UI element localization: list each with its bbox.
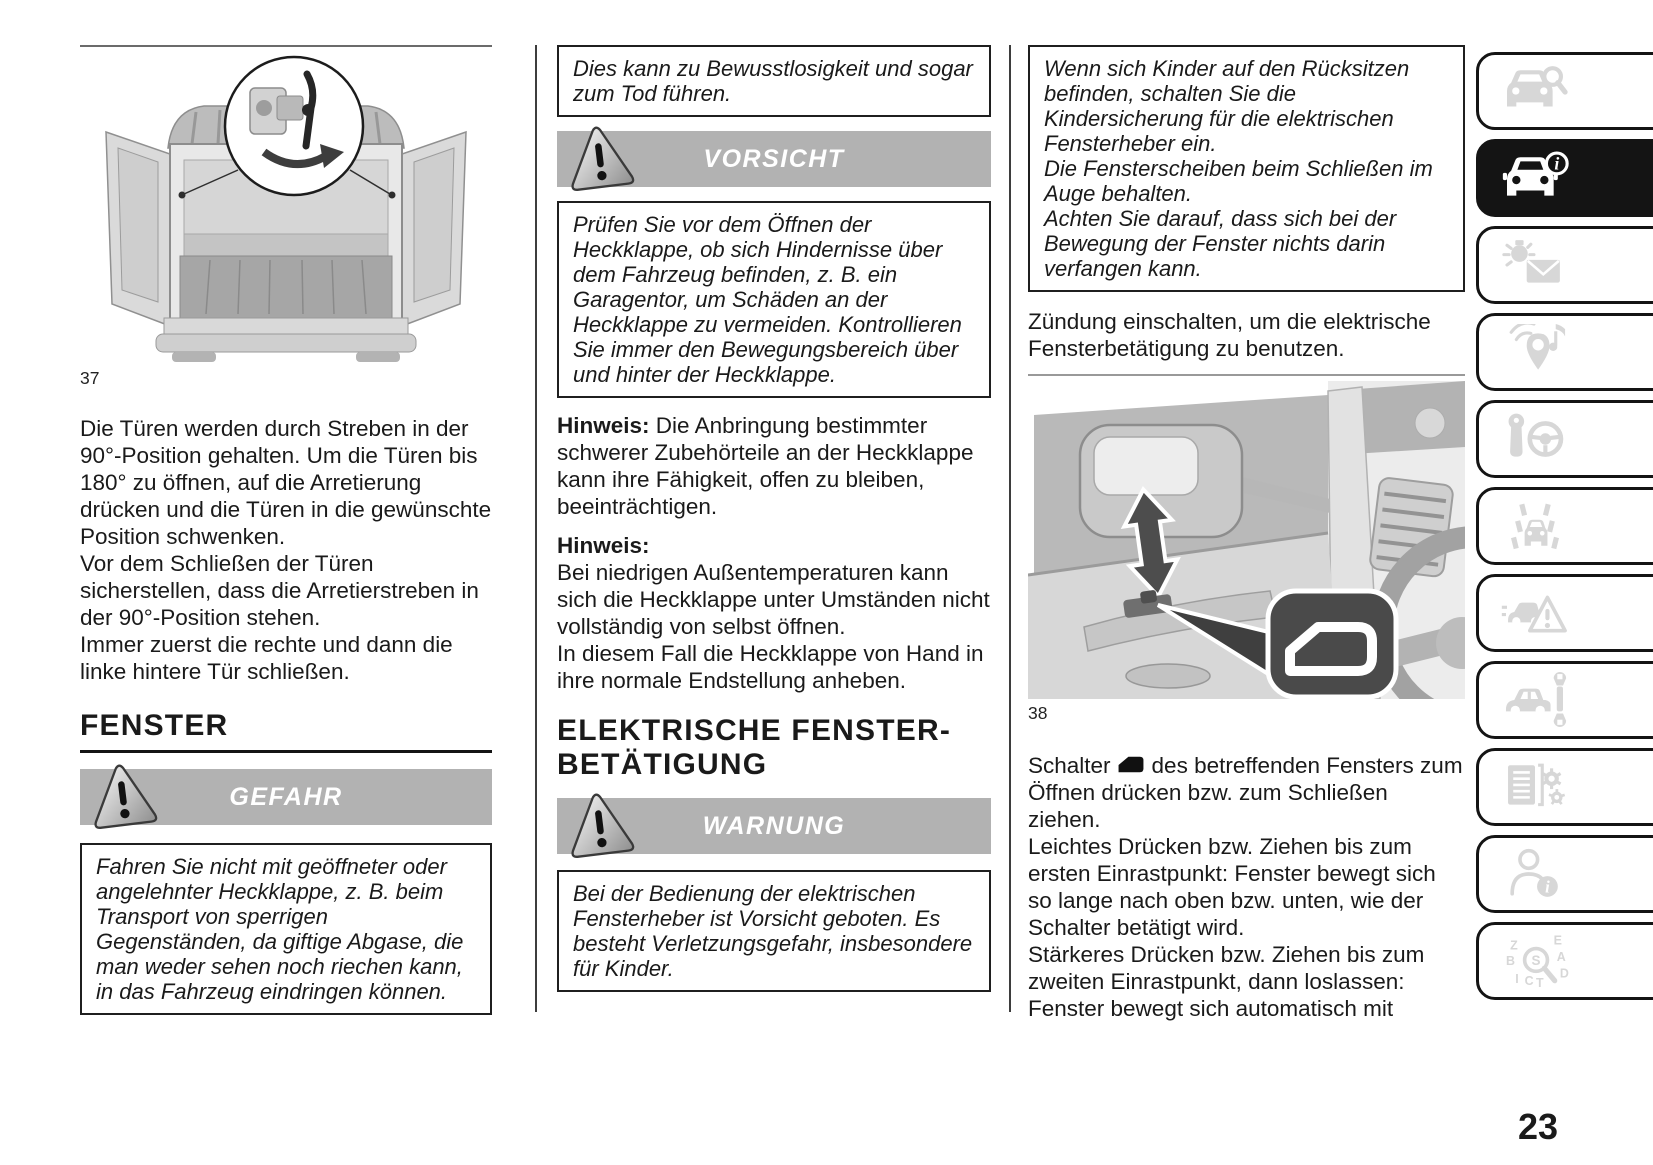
rear-doors-illustration (80, 52, 492, 364)
index-search-icon (1501, 933, 1569, 989)
window-switch-icon (1117, 755, 1145, 774)
column-right (1028, 45, 1465, 1022)
caution-text-box: Prüfen Sie vor dem Öffnen der Heckklappe, ob sich Hindernisse über dem Fahrzeug befinden, z. B. ein Garagentor, um Schäden an der Heckklappe zu vermeiden. Kontrollieren Sie immer den Bewegungsbereich über und hinter der Heckklappe. (557, 201, 991, 398)
sidebar-tab-warning-lights[interactable] (1476, 226, 1653, 304)
warning-text-box: Bei der Bedienung der elektrischen Fensterheber ist Vorsicht geboten. Es besteht Verletzungsgefahr, insbesondere für Kinder. (557, 870, 991, 992)
svg-text:i: i (1554, 153, 1560, 174)
lights-message-icon (1501, 237, 1569, 293)
warning-label: WARNUNG (702, 811, 846, 840)
column-left (80, 45, 492, 1015)
sidebar-tab-driver-assistance[interactable] (1476, 487, 1653, 565)
child-safety-box: Wenn sich Kinder auf den Rücksitzen befinden, schalten Sie die Kindersicherung für die elektrischen Fensterheber ein. Die Fensterscheiben beim Schließen im Auge behalten. Achten Sie darauf, dass sich bei der Bewegung der Fenster nichts darin verfangen kann. (1028, 45, 1465, 292)
doors-paragraph: Die Türen werden durch Streben in der 90°-Position gehalten. Um die Türen bis 180° zu öffnen, auf die Arretierung drücken und die Türen in die gewünschte Position schwenken. Vor dem Schließen der Türen sicherstellen, dass die Arretierstreben in der 90°-Position stehen. Immer zuerst die rechte und dann die linke hintere Tür schließen. (80, 416, 492, 684)
figure-38 (1028, 374, 1465, 724)
warning-triangle-icon (561, 789, 639, 863)
column-divider-right (1009, 45, 1011, 1012)
column-middle (557, 45, 991, 992)
danger-text-box: Fahren Sie nicht mit geöffneter oder angelehnter Heckklappe, z. B. beim Transport von sperrigen Gegenständen, da giftige Abgase, die man weder sehen noch riechen kann, in das Fahrzeug eindringen können. (80, 843, 492, 1015)
breakdown-warning-icon (1501, 585, 1569, 641)
sidebar-tab-vehicle-info[interactable] (1476, 139, 1653, 217)
note-1 (557, 412, 991, 520)
sidebar-tab-service-maintenance[interactable] (1476, 661, 1653, 739)
sidebar-tab-customer-info[interactable] (1476, 835, 1653, 913)
figure-37-label: 37 (80, 368, 100, 388)
svg-text:E: E (1553, 933, 1562, 948)
sidebar-tab-starting-driving[interactable] (1476, 400, 1653, 478)
note-1-text: Die Anbringung bestimmter schwerer Zubehörteile an der Heckklappe kann ihre Fähigkeit, offen zu bleiben, beeinträchtigen. (557, 413, 974, 519)
window-switch-illustration (1028, 381, 1465, 699)
caution-banner (557, 131, 991, 187)
car-service-icon (1501, 672, 1569, 728)
chapter-tab-sidebar (1476, 52, 1653, 1009)
switch-paragraph-prefix: Schalter (1028, 753, 1111, 778)
sidebar-tab-multimedia-navigation[interactable] (1476, 313, 1653, 391)
column-divider-left (535, 45, 537, 1012)
sidebar-tab-technical-data[interactable] (1476, 748, 1653, 826)
customer-info-icon (1501, 846, 1569, 902)
caution-label: VORSICHT (703, 144, 845, 173)
page-number: 23 (1518, 1106, 1559, 1147)
svg-text:C: C (1524, 973, 1534, 988)
warning-triangle-icon (84, 760, 162, 834)
sidebar-tab-index[interactable] (1476, 922, 1653, 1000)
danger-banner (80, 769, 492, 825)
switch-paragraph (1028, 752, 1465, 1022)
sidebar-tab-emergency[interactable] (1476, 574, 1653, 652)
media-navigation-icon (1501, 324, 1569, 380)
key-steering-icon (1501, 411, 1569, 467)
svg-text:S: S (1531, 953, 1541, 969)
svg-text:i: i (1545, 877, 1550, 897)
warning-triangle-icon (561, 122, 639, 196)
svg-text:I: I (1515, 971, 1519, 986)
note-2 (557, 532, 991, 694)
note-2-label: Hinweis: (557, 533, 650, 558)
svg-text:B: B (1505, 954, 1515, 969)
figure-38-label: 38 (1028, 703, 1048, 723)
caution-intro-box: Dies kann zu Bewusstlosigkeit und sogar zum Tod führen. (557, 45, 991, 117)
technical-data-icon (1501, 759, 1569, 815)
note-2-text: Bei niedrigen Außentemperaturen kann sich die Heckklappe unter Umständen nicht vollständig von selbst öffnen. In diesem Fall die Heckklappe von Hand in ihre normale Endstellung anheben. (557, 560, 990, 693)
car-search-icon (1501, 63, 1569, 119)
svg-text:D: D (1559, 966, 1569, 981)
switch-paragraph-suffix: des betreffenden Fensters zum Öffnen drücken bzw. zum Schließen ziehen. Leichtes Drücken bzw. Ziehen bis zum ersten Einrastpunkt: Fenster bewegt sich so lange nach oben bzw. unten, wie der Schalter betätigt wird. Stärkeres Drücken bzw. Ziehen bis zum zweiten Einrastpunkt, dann loslassen: Fenster bewegt sich automatisch mit (1028, 753, 1463, 1021)
car-info-icon (1501, 150, 1569, 206)
svg-text:A: A (1556, 950, 1566, 964)
danger-label: GEFAHR (229, 782, 343, 811)
ignition-paragraph: Zündung einschalten, um die elektrische Fensterbetätigung zu benutzen. (1028, 309, 1431, 361)
warning-banner (557, 798, 991, 854)
svg-text:Z: Z (1510, 938, 1518, 953)
section-heading-fenster: FENSTER (80, 709, 492, 753)
section-heading-elektrische-fensterbetaetigung: ELEKTRISCHE FENSTER- BETÄTIGUNG (557, 714, 952, 781)
note-1-label: Hinweis: (557, 413, 650, 438)
svg-text:T: T (1536, 975, 1544, 989)
figure-37 (80, 45, 492, 389)
lane-assist-icon (1501, 498, 1569, 554)
sidebar-tab-vehicle-overview[interactable] (1476, 52, 1653, 130)
